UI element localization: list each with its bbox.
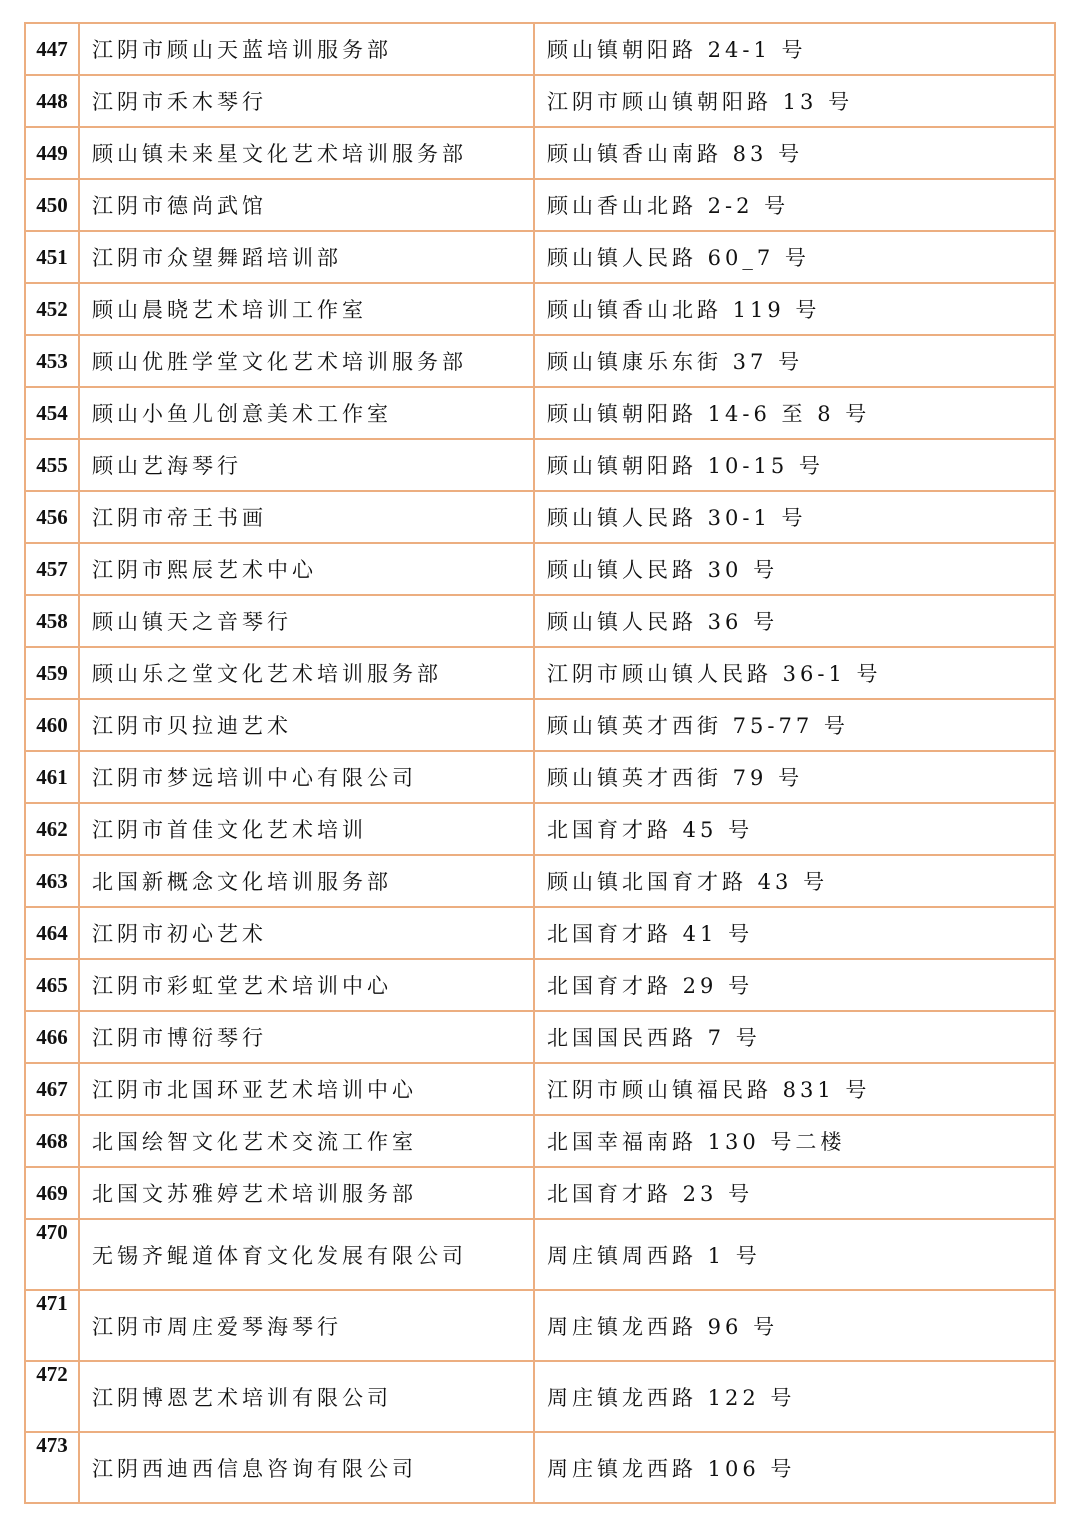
table-row	[25, 491, 1055, 543]
row-number: 473	[25, 1432, 79, 1503]
row-number: 468	[25, 1115, 79, 1167]
table-row	[25, 803, 1055, 855]
row-number: 463	[25, 855, 79, 907]
institution-address: 顾山镇人民路 30 号	[534, 543, 1055, 595]
table-row	[25, 959, 1055, 1011]
institution-name: 无锡齐鲲道体育文化发展有限公司	[79, 1219, 534, 1290]
institution-address: 北国育才路 45 号	[534, 803, 1055, 855]
table-row	[25, 1361, 1055, 1432]
institution-name: 江阴市彩虹堂艺术培训中心	[79, 959, 534, 1011]
table-row	[25, 543, 1055, 595]
row-number: 464	[25, 907, 79, 959]
table-row	[25, 1011, 1055, 1063]
table-row	[25, 283, 1055, 335]
row-number: 469	[25, 1167, 79, 1219]
institution-address: 顾山镇康乐东街 37 号	[534, 335, 1055, 387]
row-number: 472	[25, 1361, 79, 1432]
institution-name: 江阴市梦远培训中心有限公司	[79, 751, 534, 803]
institution-address: 江阴市顾山镇朝阳路 13 号	[534, 75, 1055, 127]
institution-name: 江阴西迪西信息咨询有限公司	[79, 1432, 534, 1503]
institution-name: 顾山镇未来星文化艺术培训服务部	[79, 127, 534, 179]
institution-address: 北国国民西路 7 号	[534, 1011, 1055, 1063]
table-row	[25, 335, 1055, 387]
table-row	[25, 387, 1055, 439]
institution-name: 北国文苏雅婷艺术培训服务部	[79, 1167, 534, 1219]
institution-name: 江阴市周庄爱琴海琴行	[79, 1290, 534, 1361]
institution-name: 江阴市初心艺术	[79, 907, 534, 959]
table-row	[25, 751, 1055, 803]
row-number: 459	[25, 647, 79, 699]
table-row	[25, 23, 1055, 75]
institution-name: 江阴市德尚武馆	[79, 179, 534, 231]
institution-address: 北国育才路 29 号	[534, 959, 1055, 1011]
table-row	[25, 231, 1055, 283]
institution-name: 江阴市顾山天蓝培训服务部	[79, 23, 534, 75]
institution-address: 周庄镇龙西路 106 号	[534, 1432, 1055, 1503]
table-row	[25, 1290, 1055, 1361]
institution-name: 顾山小鱼儿创意美术工作室	[79, 387, 534, 439]
row-number: 455	[25, 439, 79, 491]
institution-address: 顾山镇朝阳路 10-15 号	[534, 439, 1055, 491]
row-number: 450	[25, 179, 79, 231]
institution-address: 顾山镇北国育才路 43 号	[534, 855, 1055, 907]
institution-address: 顾山镇香山北路 119 号	[534, 283, 1055, 335]
row-number: 453	[25, 335, 79, 387]
table-row	[25, 1115, 1055, 1167]
row-number: 456	[25, 491, 79, 543]
row-number: 466	[25, 1011, 79, 1063]
table-row	[25, 127, 1055, 179]
institution-name: 顾山乐之堂文化艺术培训服务部	[79, 647, 534, 699]
institution-name: 江阴市贝拉迪艺术	[79, 699, 534, 751]
institution-address: 顾山镇人民路 30-1 号	[534, 491, 1055, 543]
institution-address: 北国幸福南路 130 号二楼	[534, 1115, 1055, 1167]
table-row	[25, 1063, 1055, 1115]
institution-name: 江阴博恩艺术培训有限公司	[79, 1361, 534, 1432]
institution-address: 周庄镇龙西路 96 号	[534, 1290, 1055, 1361]
table-row	[25, 439, 1055, 491]
institution-address: 周庄镇龙西路 122 号	[534, 1361, 1055, 1432]
institution-name: 江阴市熙辰艺术中心	[79, 543, 534, 595]
table-row	[25, 855, 1055, 907]
institution-address: 周庄镇周西路 1 号	[534, 1219, 1055, 1290]
row-number: 452	[25, 283, 79, 335]
institution-address: 顾山镇英才西街 75-77 号	[534, 699, 1055, 751]
table-row	[25, 1432, 1055, 1503]
institution-name: 顾山镇天之音琴行	[79, 595, 534, 647]
table-row	[25, 1167, 1055, 1219]
institution-name: 江阴市帝王书画	[79, 491, 534, 543]
row-number: 460	[25, 699, 79, 751]
institution-address: 顾山镇香山南路 83 号	[534, 127, 1055, 179]
institution-address: 北国育才路 41 号	[534, 907, 1055, 959]
row-number: 470	[25, 1219, 79, 1290]
row-number: 461	[25, 751, 79, 803]
institution-address: 顾山香山北路 2-2 号	[534, 179, 1055, 231]
institution-name: 北国新概念文化培训服务部	[79, 855, 534, 907]
table-row	[25, 1219, 1055, 1290]
institution-name: 北国绘智文化艺术交流工作室	[79, 1115, 534, 1167]
institution-address: 顾山镇朝阳路 14-6 至 8 号	[534, 387, 1055, 439]
institution-name: 顾山艺海琴行	[79, 439, 534, 491]
table-row	[25, 699, 1055, 751]
row-number: 467	[25, 1063, 79, 1115]
row-number: 447	[25, 23, 79, 75]
institution-address: 顾山镇英才西街 79 号	[534, 751, 1055, 803]
table-row	[25, 179, 1055, 231]
institution-address: 顾山镇朝阳路 24-1 号	[534, 23, 1055, 75]
institution-address: 顾山镇人民路 36 号	[534, 595, 1055, 647]
row-number: 465	[25, 959, 79, 1011]
registry-table-body	[25, 23, 1055, 1503]
institution-name: 江阴市首佳文化艺术培训	[79, 803, 534, 855]
row-number: 471	[25, 1290, 79, 1361]
institution-name: 顾山优胜学堂文化艺术培训服务部	[79, 335, 534, 387]
institution-address: 江阴市顾山镇福民路 831 号	[534, 1063, 1055, 1115]
institution-name: 江阴市禾木琴行	[79, 75, 534, 127]
institution-name: 江阴市众望舞蹈培训部	[79, 231, 534, 283]
institution-name: 江阴市北国环亚艺术培训中心	[79, 1063, 534, 1115]
table-row	[25, 595, 1055, 647]
registry-table	[24, 22, 1056, 1504]
row-number: 458	[25, 595, 79, 647]
institution-name: 江阴市博衍琴行	[79, 1011, 534, 1063]
institution-address: 江阴市顾山镇人民路 36-1 号	[534, 647, 1055, 699]
row-number: 454	[25, 387, 79, 439]
row-number: 451	[25, 231, 79, 283]
table-row	[25, 907, 1055, 959]
row-number: 462	[25, 803, 79, 855]
row-number: 449	[25, 127, 79, 179]
institution-name: 顾山晨晓艺术培训工作室	[79, 283, 534, 335]
table-row	[25, 75, 1055, 127]
row-number: 448	[25, 75, 79, 127]
institution-address: 顾山镇人民路 60_7 号	[534, 231, 1055, 283]
table-row	[25, 647, 1055, 699]
institution-address: 北国育才路 23 号	[534, 1167, 1055, 1219]
row-number: 457	[25, 543, 79, 595]
